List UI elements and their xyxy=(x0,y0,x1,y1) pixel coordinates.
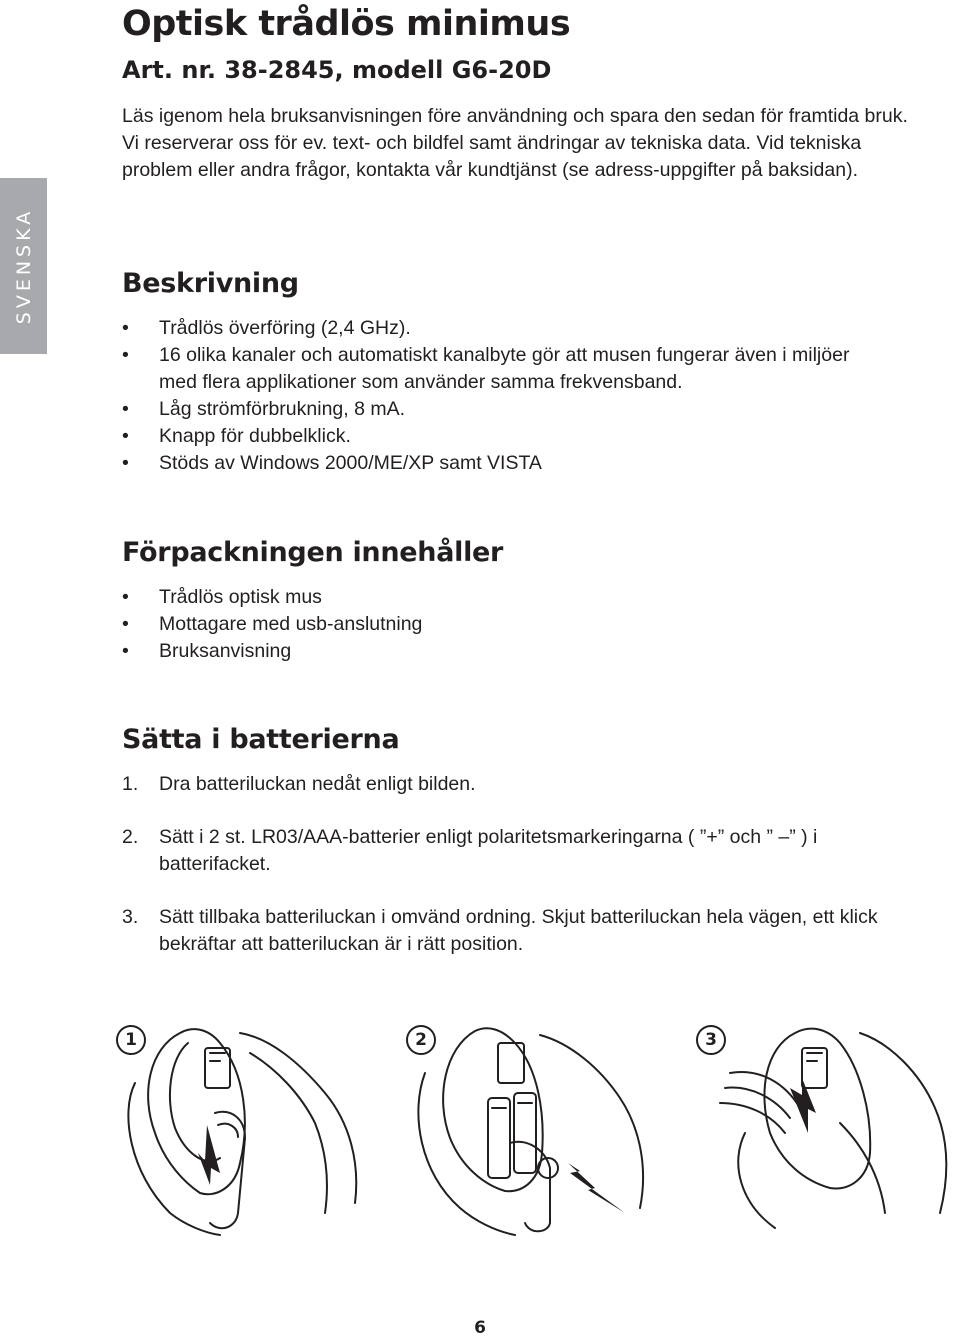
step-number: 1. xyxy=(122,773,139,795)
section-heading-batterier: Sätta i batterierna xyxy=(122,724,400,755)
list-item: • Bruksanvisning xyxy=(122,638,922,665)
section-heading-beskrivning: Beskrivning xyxy=(122,268,299,299)
list-item: • Trådlös överföring (2,4 GHz). xyxy=(122,315,922,342)
article-number: Art. nr. 38-2845, modell G6-20D xyxy=(122,56,552,84)
language-tab-label: SVENSKA xyxy=(12,207,35,325)
list-item: • Mottagare med usb-anslutning xyxy=(122,611,922,638)
step-item xyxy=(122,824,922,878)
description-list xyxy=(122,315,922,477)
step-item xyxy=(122,771,922,798)
list-item: • 16 olika kanaler och automatiskt kanalbyte gör att musen fungerar även i miljöer med flera applikationer som använder samma frekvensband. xyxy=(122,342,922,396)
step-text: Sätt i 2 st. LR03/AAA-batterier enligt polaritetsmarkeringarna ( ”+” och ” –” ) i batterifacket. xyxy=(159,826,818,875)
figure-step-label: 1 xyxy=(116,1025,146,1055)
figure-step-1 xyxy=(110,1013,380,1238)
figure-step-label: 2 xyxy=(406,1025,436,1055)
figure-step-3 xyxy=(690,1013,960,1238)
battery-steps-list xyxy=(122,771,922,984)
hand-pulling-battery-cover-down-icon xyxy=(110,1013,380,1238)
section-heading-forpackning: Förpackningen innehåller xyxy=(122,537,504,568)
hand-sliding-battery-cover-up-icon xyxy=(690,1013,960,1238)
figure-step-label: 3 xyxy=(696,1025,726,1055)
package-contents-list xyxy=(122,584,922,665)
list-item: • Låg strömförbrukning, 8 mA. xyxy=(122,396,922,423)
list-item: • Stöds av Windows 2000/ME/XP samt VISTA xyxy=(122,450,922,477)
list-item: • Knapp för dubbelklick. xyxy=(122,423,922,450)
list-item: • Trådlös optisk mus xyxy=(122,584,922,611)
page-title: Optisk trådlös minimus xyxy=(122,4,571,44)
figure-step-2 xyxy=(400,1013,670,1238)
hand-inserting-batteries-icon xyxy=(400,1013,670,1238)
page-number: 6 xyxy=(474,1318,486,1338)
step-number: 2. xyxy=(122,826,139,848)
illustration-row xyxy=(110,1013,960,1238)
language-tab xyxy=(0,178,47,354)
step-item xyxy=(122,904,922,958)
intro-paragraph: Läs igenom hela bruksanvisningen före användning och spara den sedan för framtida bruk. Vi reserverar oss för ev. text- och bildfel samt ändringar av tekniska data. Vid tekniska problem eller andra frågor, kontakta vår kundtjänst (se adress-uppgifter på baksidan). xyxy=(122,105,908,181)
step-text: Sätt tillbaka batteriluckan i omvänd ordning. Skjut batteriluckan hela vägen, ett klick bekräftar att batteriluckan är i rätt position. xyxy=(159,906,878,955)
step-text: Dra batteriluckan nedåt enligt bilden. xyxy=(159,773,476,795)
step-number: 3. xyxy=(122,906,139,928)
